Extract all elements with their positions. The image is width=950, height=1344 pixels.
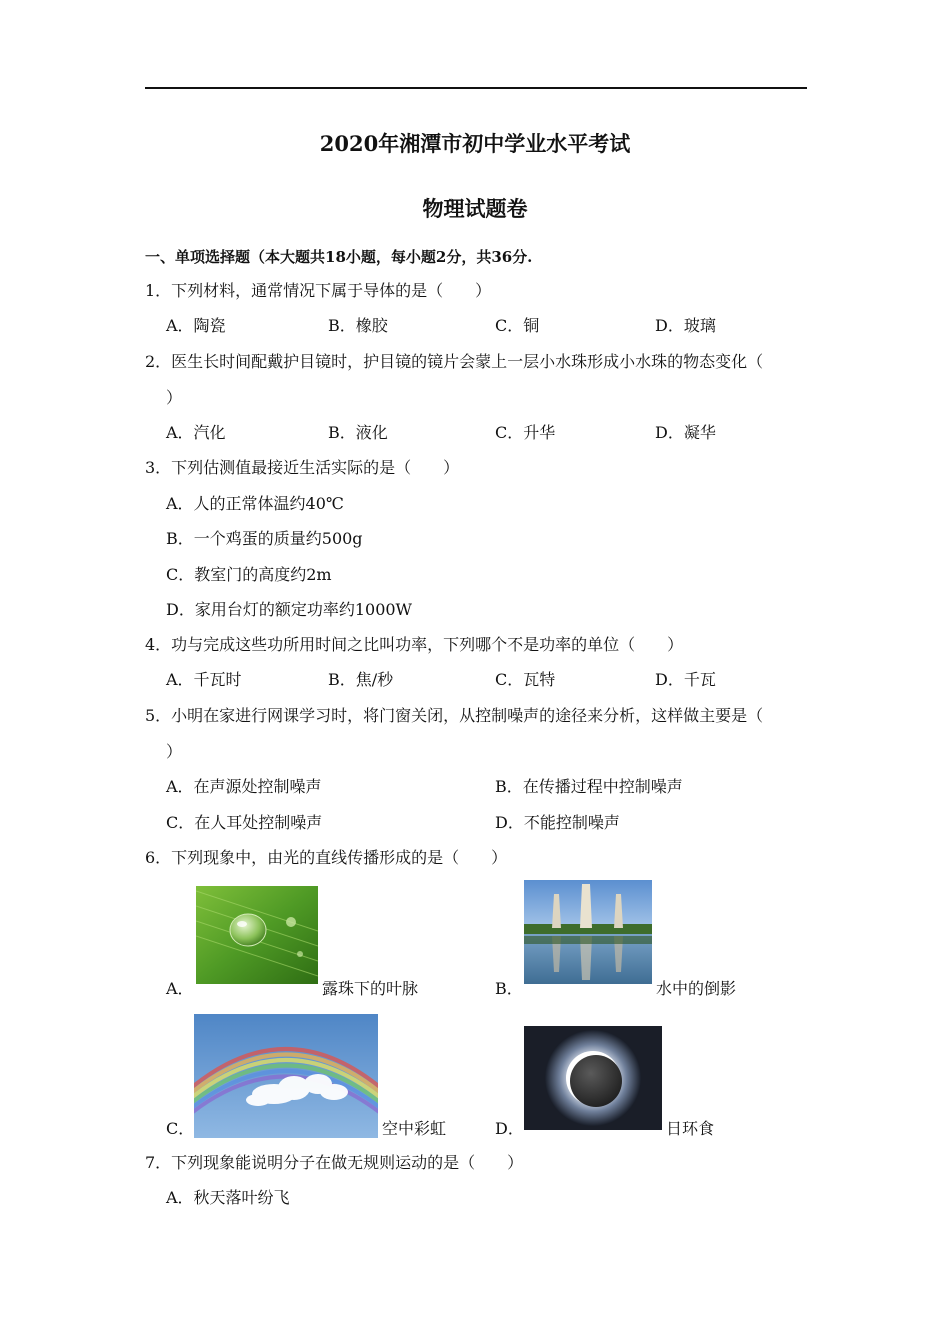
question-5-stem-cont: ） [166,742,183,761]
exam-title: 2020年湘潭市初中学业水平考试 [319,131,631,156]
question-1-stem: 1．下列材料，通常情况下属于导体的是（ ） [145,281,492,300]
question-3-option-c[interactable]: C．教室门的高度约2m [166,565,332,584]
question-3-option-d[interactable]: D．家用台灯的额定功率约1000W [166,600,412,619]
question-6-option-d-letter[interactable]: D． [495,1119,524,1138]
question-6-option-b-letter[interactable]: B． [495,979,523,998]
question-4-stem: 4．功与完成这些功所用时间之比叫功率，下列哪个不是功率的单位（ ） [145,635,684,654]
question-2-stem: 2．医生长时间配戴护目镜时，护目镜的镜片会蒙上一层小水珠形成小水珠的物态变化（ [145,352,764,371]
question-4-option-c[interactable]: C．瓦特 [495,670,556,689]
question-1-option-d[interactable]: D．玻璃 [655,316,716,335]
question-1-option-a[interactable]: A．陶瓷 [166,316,226,335]
question-5-option-d[interactable]: D．不能控制噪声 [495,813,620,832]
question-4-option-a[interactable]: A．千瓦时 [166,670,242,689]
question-6-option-a-caption: 露珠下的叶脉 [322,979,419,998]
question-6-stem: 6．下列现象中，由光的直线传播形成的是（ ） [145,848,508,867]
top-rule [145,87,807,89]
pagoda-reflection-image[interactable] [524,880,652,984]
question-4-option-d[interactable]: D．千瓦 [655,670,716,689]
question-2-option-d[interactable]: D．凝华 [655,423,716,442]
question-6-option-c-letter[interactable]: C． [166,1119,195,1138]
question-3-option-a[interactable]: A．人的正常体温约40℃ [166,494,344,513]
solar-eclipse-image[interactable] [524,1026,662,1130]
question-1-option-b[interactable]: B．橡胶 [328,316,388,335]
question-5-option-b[interactable]: B．在传播过程中控制噪声 [495,777,683,796]
rainbow-image[interactable] [194,1014,378,1138]
question-6-option-c-caption: 空中彩虹 [382,1119,447,1138]
question-6-option-a-letter[interactable]: A． [166,979,194,998]
question-5-stem: 5．小明在家进行网课学习时，将门窗关闭，从控制噪声的途径来分析，这样做主要是（ [145,706,764,725]
question-5-option-a[interactable]: A．在声源处控制噪声 [166,777,322,796]
question-2-stem-cont: ） [166,388,183,407]
section-heading: 一、单项选择题（本大题共18小题，每小题2分，共36分. [145,248,533,266]
question-5-option-c[interactable]: C．在人耳处控制噪声 [166,813,323,832]
question-6-option-d-caption: 日环食 [666,1119,715,1138]
paper-subtitle: 物理试题卷 [422,196,528,221]
question-1-option-c[interactable]: C．铜 [495,316,540,335]
question-7-stem: 7．下列现象能说明分子在做无规则运动的是（ ） [145,1153,524,1172]
question-6-option-b-caption: 水中的倒影 [656,979,737,998]
question-7-option-a[interactable]: A．秋天落叶纷飞 [166,1188,290,1207]
question-4-option-b[interactable]: B．焦/秒 [328,670,394,689]
question-2-option-c[interactable]: C．升华 [495,423,556,442]
question-2-option-a[interactable]: A．汽化 [166,423,226,442]
question-3-option-b[interactable]: B．一个鸡蛋的质量约500g [166,529,363,548]
dewdrop-leaf-image[interactable] [196,886,318,984]
question-3-stem: 3．下列估测值最接近生活实际的是（ ） [145,458,460,477]
question-2-option-b[interactable]: B．液化 [328,423,388,442]
